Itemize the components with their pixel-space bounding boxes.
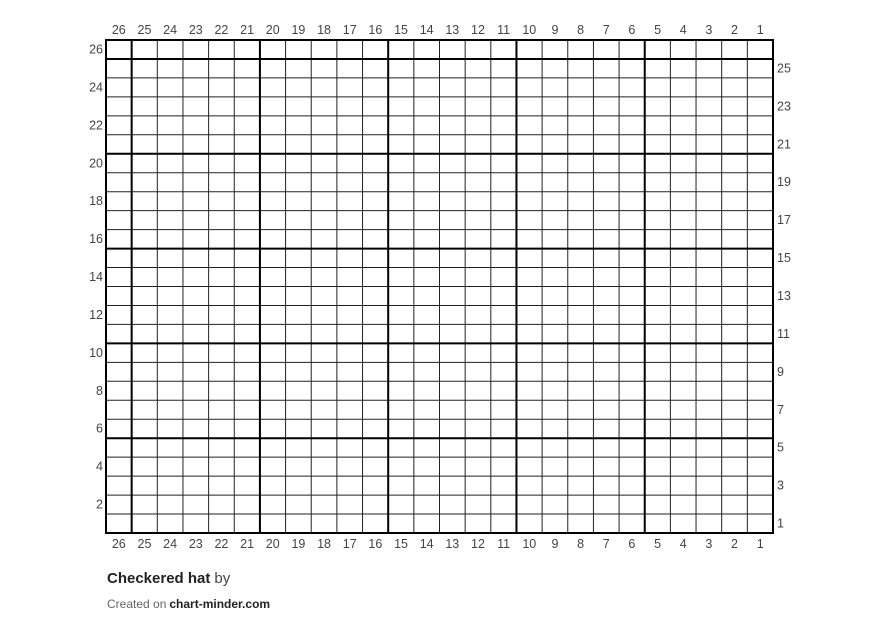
column-number-bottom: 3 xyxy=(705,537,713,551)
column-number-top: 25 xyxy=(137,23,152,37)
column-number-bottom: 26 xyxy=(111,537,126,551)
column-number-top: 11 xyxy=(497,23,511,37)
column-number-top: 20 xyxy=(265,23,280,37)
column-number-top: 15 xyxy=(394,23,408,37)
column-number-top: 12 xyxy=(471,23,485,37)
row-number-right: 3 xyxy=(777,478,784,493)
row-number-left: 26 xyxy=(89,42,103,57)
row-number-left: 6 xyxy=(96,421,103,436)
row-number-right: 17 xyxy=(777,213,791,228)
row-number-left: 14 xyxy=(89,270,103,285)
row-number-left: 8 xyxy=(96,383,103,398)
column-number-bottom: 19 xyxy=(291,537,306,551)
column-number-bottom: 20 xyxy=(265,537,280,551)
column-number-top: 26 xyxy=(111,23,126,37)
column-number-bottom: 17 xyxy=(342,537,357,551)
row-number-right: 21 xyxy=(777,137,791,152)
column-number-bottom: 25 xyxy=(137,537,152,551)
column-number-bottom: 5 xyxy=(654,537,662,551)
column-number-top: 18 xyxy=(317,23,332,37)
column-number-bottom: 4 xyxy=(679,537,687,551)
site-link[interactable]: chart-minder.com xyxy=(169,597,271,611)
column-number-bottom: 15 xyxy=(394,537,408,551)
column-number-bottom: 21 xyxy=(240,537,255,551)
column-number-bottom: 2 xyxy=(731,537,738,551)
column-number-top: 6 xyxy=(628,23,636,37)
column-number-top: 16 xyxy=(368,23,383,37)
row-number-right: 23 xyxy=(777,99,791,114)
row-number-right: 15 xyxy=(777,251,791,266)
row-number-left: 22 xyxy=(89,118,103,133)
row-number-right: 25 xyxy=(777,61,791,76)
column-number-bottom: 24 xyxy=(163,537,178,551)
column-number-top: 3 xyxy=(705,23,713,37)
row-number-left: 18 xyxy=(89,194,103,209)
column-number-top: 9 xyxy=(551,23,559,37)
row-number-left: 4 xyxy=(96,459,103,474)
row-number-right: 5 xyxy=(777,440,784,455)
column-number-top: 7 xyxy=(602,23,610,37)
column-number-top: 24 xyxy=(163,23,178,37)
column-number-bottom: 13 xyxy=(445,537,460,551)
column-number-bottom: 6 xyxy=(628,537,636,551)
row-number-left: 12 xyxy=(89,307,103,322)
column-number-bottom: 23 xyxy=(188,537,203,551)
column-number-bottom: 8 xyxy=(577,537,585,551)
row-number-left: 24 xyxy=(89,80,103,95)
column-number-bottom: 18 xyxy=(317,537,332,551)
column-number-top: 17 xyxy=(342,23,357,37)
row-number-left: 20 xyxy=(89,156,103,171)
column-number-bottom: 1 xyxy=(756,537,764,551)
row-number-right: 11 xyxy=(777,326,790,341)
column-number-top: 1 xyxy=(756,23,764,37)
column-number-top: 2 xyxy=(731,23,738,37)
row-number-right: 1 xyxy=(777,516,784,531)
column-number-top: 8 xyxy=(577,23,585,37)
column-number-top: 13 xyxy=(445,23,460,37)
column-number-top: 10 xyxy=(522,23,537,37)
column-number-top: 23 xyxy=(188,23,203,37)
column-number-top: 5 xyxy=(654,23,662,37)
column-number-bottom: 7 xyxy=(602,537,610,551)
chart-title-line xyxy=(107,570,230,587)
row-number-right: 19 xyxy=(777,175,791,190)
column-number-bottom: 22 xyxy=(214,537,229,551)
created-prefix: Created on xyxy=(107,597,167,611)
row-number-right: 9 xyxy=(777,364,784,379)
row-number-right: 7 xyxy=(777,402,784,417)
column-number-bottom: 14 xyxy=(419,537,434,551)
row-number-right: 13 xyxy=(777,288,791,303)
column-number-top: 21 xyxy=(240,23,255,37)
column-number-bottom: 16 xyxy=(368,537,383,551)
chart-title: Checkered hat xyxy=(107,570,211,587)
row-number-left: 16 xyxy=(89,232,103,247)
column-number-top: 14 xyxy=(419,23,434,37)
column-number-top: 4 xyxy=(679,23,687,37)
column-number-top: 19 xyxy=(291,23,306,37)
row-number-left: 10 xyxy=(89,345,103,360)
column-number-top: 22 xyxy=(214,23,229,37)
column-number-bottom: 9 xyxy=(551,537,559,551)
row-number-left: 2 xyxy=(96,497,103,512)
column-number-bottom: 12 xyxy=(471,537,485,551)
created-on-line xyxy=(107,597,270,611)
column-number-bottom: 10 xyxy=(522,537,537,551)
author-by-text: by xyxy=(214,570,231,587)
column-number-bottom: 11 xyxy=(497,537,511,551)
